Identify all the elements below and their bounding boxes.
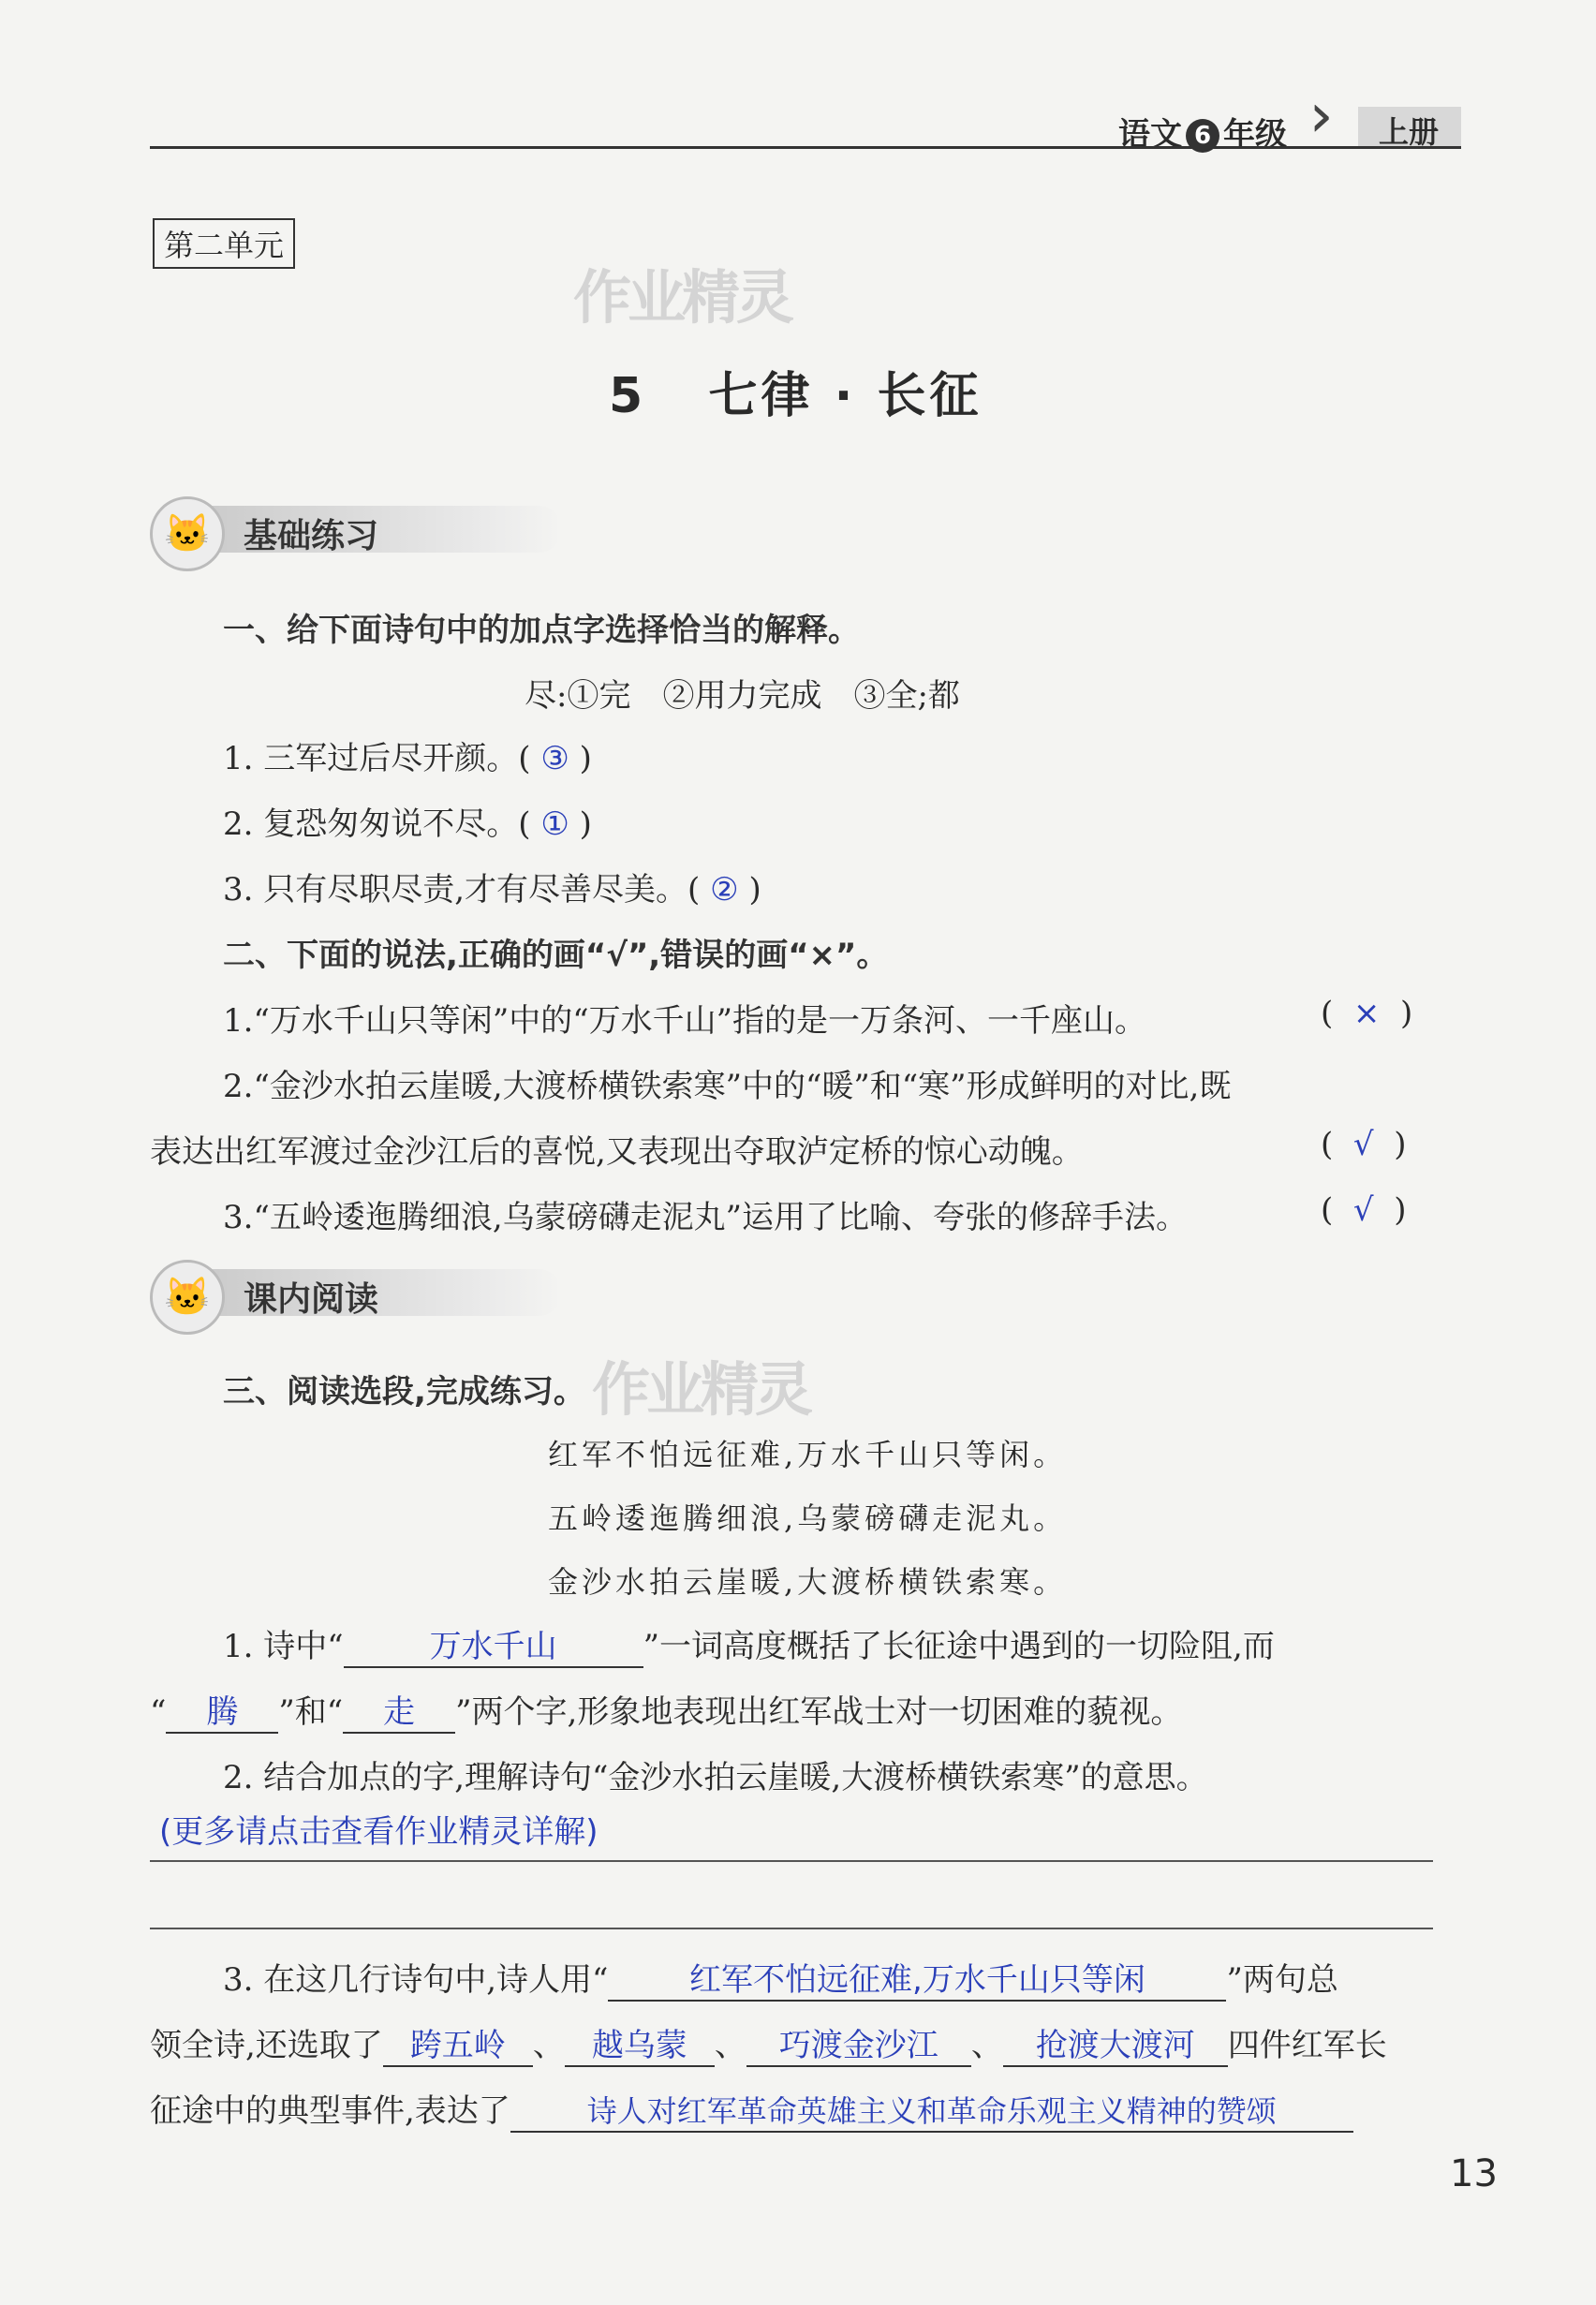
q3-sub1-line1 xyxy=(223,1620,1275,1668)
q2-paren-close: ) xyxy=(1394,1126,1407,1163)
q1-paren-close: ) xyxy=(579,740,592,777)
q1-answer: ② xyxy=(710,871,739,909)
header-subject-text: 语文 xyxy=(1118,116,1182,154)
q3-sub3-prefix: 3. 在这几行诗句中,诗人用“ xyxy=(223,1961,609,1999)
blank-answer: 巧渡金沙江 xyxy=(746,2019,971,2067)
q1-answer: ① xyxy=(540,805,569,843)
q2-paren-close: ) xyxy=(1394,1191,1407,1229)
q2-paren-open: ( xyxy=(1321,1191,1334,1229)
blank-answer: 腾 xyxy=(166,1686,278,1734)
lesson-number: 5 xyxy=(609,368,647,424)
q2-item-3: 3.“五岭逶迤腾细浪,乌蒙磅礴走泥丸”运用了比喻、夸张的修辞手法。 xyxy=(223,1199,1189,1236)
q1-options: 尽:①完 ②用力完成 ③全;都 xyxy=(525,677,960,715)
q2-item-2-line1: 2.“金沙水拍云崖暖,大渡桥横铁索寒”中的“暖”和“寒”形成鲜明的对比,既 xyxy=(223,1068,1232,1105)
answer-line-2 xyxy=(150,1928,1433,1929)
q2-paren-open: ( xyxy=(1321,1126,1334,1163)
unit-label: 第二单元 xyxy=(153,218,295,269)
lesson-title-text: 七律 · 长征 xyxy=(708,368,983,424)
q1-item-3 xyxy=(223,864,761,909)
q3-sub3-line3 xyxy=(150,2085,1353,2133)
q1-item-1 xyxy=(223,732,592,778)
blank-answer: 跨五岭 xyxy=(383,2019,533,2067)
q3-sub3-text-2: 领全诗,还选取了 xyxy=(150,2027,383,2064)
separator: 、 xyxy=(532,2027,565,2064)
header-rule xyxy=(150,146,1461,149)
q3-sub1-and: ”和“ xyxy=(278,1693,344,1731)
q3-sub3-line1 xyxy=(223,1954,1338,2002)
separator: 、 xyxy=(970,2027,1003,2064)
cat-mascot-icon: 🐱 xyxy=(150,1260,225,1335)
blank-answer: 走 xyxy=(343,1686,455,1734)
q3-sub1-prefix: 1. 诗中“ xyxy=(223,1628,344,1665)
q2-paren-close: ) xyxy=(1400,995,1413,1032)
q1-item-text: 3. 只有尽职尽责,才有尽善尽美。( xyxy=(223,871,701,909)
q3-sub1-quote-open: “ xyxy=(150,1693,167,1731)
q2-item-2-line2: 表达出红军渡过金沙江后的喜悦,又表现出夺取泸定桥的惊心动魄。 xyxy=(150,1133,1084,1171)
q2-answer: √ xyxy=(1352,1126,1374,1163)
q2-item-1-answer xyxy=(1321,995,1412,1032)
q3-sub3-text-4: 征途中的典型事件,表达了 xyxy=(150,2092,510,2130)
header-grade-text: 年级 xyxy=(1223,116,1287,154)
blank-answer: 红军不怕远征难,万水千山只等闲 xyxy=(608,1954,1226,2002)
q2-item-2-answer xyxy=(1321,1126,1406,1163)
q2-paren-open: ( xyxy=(1321,995,1334,1032)
q3-sub3-line2 xyxy=(150,2019,1387,2067)
q2-item-1: 1.“万水千山只等闲”中的“万水千山”指的是一万条河、一千座山。 xyxy=(223,1002,1146,1040)
answer-line-1 xyxy=(150,1860,1433,1862)
cat-mascot-icon: 🐱 xyxy=(150,496,225,571)
watermark-top: 作业精灵 xyxy=(573,263,791,332)
q3-sub1-text-2: ”两个字,形象地表现出红军战士对一切困难的藐视。 xyxy=(455,1693,1183,1731)
q2-heading: 二、下面的说法,正确的画“√”,错误的画“×”。 xyxy=(223,937,889,974)
blank-answer: 诗人对红军革命英雄主义和革命乐观主义精神的赞颂 xyxy=(510,2088,1353,2133)
section-reading-label: 课内阅读 xyxy=(244,1280,379,1319)
q1-item-2 xyxy=(223,798,592,844)
q3-sub3-text: ”两句总 xyxy=(1226,1961,1338,1999)
q1-answer: ③ xyxy=(540,740,569,777)
q3-heading: 三、阅读选段,完成练习。 xyxy=(223,1373,585,1411)
q1-heading: 一、给下面诗句中的加点字选择恰当的解释。 xyxy=(223,612,860,649)
q3-sub1-line2 xyxy=(150,1686,1182,1734)
q3-sub3-text-3: 四件红军长 xyxy=(1227,2027,1387,2064)
separator: 、 xyxy=(714,2027,746,2064)
q3-sub2-answer: (更多请点击查看作业精灵详解) xyxy=(159,1813,598,1851)
poem-line-3: 金沙水拍云崖暖,大渡桥横铁索寒。 xyxy=(548,1564,1068,1600)
lesson-title xyxy=(609,356,982,426)
blank-answer: 抢渡大渡河 xyxy=(1003,2019,1228,2067)
page-number: 13 xyxy=(1450,2152,1498,2195)
q3-sub2-question: 2. 结合加点的字,理解诗句“金沙水拍云崖暖,大渡桥横铁索寒”的意思。 xyxy=(223,1759,1208,1796)
q2-item-3-answer xyxy=(1321,1191,1406,1229)
watermark-middle: 作业精灵 xyxy=(592,1355,810,1424)
header-volume: 上册 xyxy=(1379,114,1440,150)
grade-badge: 6 xyxy=(1186,119,1219,153)
blank-answer: 万水千山 xyxy=(344,1620,643,1668)
blank-answer: 越乌蒙 xyxy=(565,2019,715,2067)
q2-answer: √ xyxy=(1352,1191,1374,1229)
q2-answer: × xyxy=(1352,995,1381,1032)
q3-sub1-text: ”一词高度概括了长征途中遇到的一切险阻,而 xyxy=(643,1628,1275,1665)
q1-item-text: 2. 复恐匆匆说不尽。( xyxy=(223,805,531,843)
poem-line-2: 五岭逶迤腾细浪,乌蒙磅礴走泥丸。 xyxy=(548,1500,1068,1536)
section-basic-label: 基础练习 xyxy=(244,517,379,555)
poem-line-1: 红军不怕远征难,万水千山只等闲。 xyxy=(548,1437,1068,1472)
q1-paren-close: ) xyxy=(748,871,761,909)
q1-paren-close: ) xyxy=(579,805,592,843)
q1-item-text: 1. 三军过后尽开颜。( xyxy=(223,740,531,777)
